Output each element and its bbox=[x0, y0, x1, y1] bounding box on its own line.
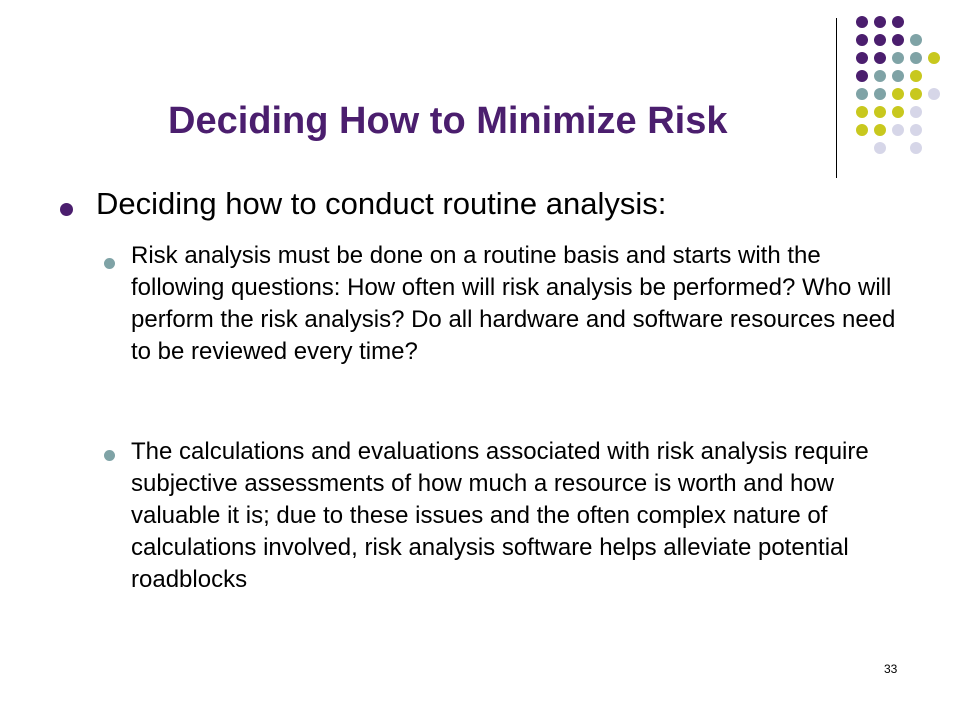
dot bbox=[910, 124, 922, 136]
dot bbox=[874, 88, 886, 100]
dot bbox=[874, 124, 886, 136]
dot bbox=[910, 142, 922, 154]
dot bbox=[892, 16, 904, 28]
dot bbox=[874, 70, 886, 82]
bullet-dot-icon bbox=[60, 203, 73, 216]
title-divider-line bbox=[836, 18, 837, 178]
dot bbox=[856, 106, 868, 118]
sub-bullet-dot-icon bbox=[104, 258, 115, 269]
dot bbox=[910, 34, 922, 46]
dot bbox=[892, 34, 904, 46]
dot bbox=[856, 70, 868, 82]
dot bbox=[892, 124, 904, 136]
dot bbox=[892, 88, 904, 100]
dot bbox=[874, 142, 886, 154]
dot bbox=[856, 16, 868, 28]
dot bbox=[856, 34, 868, 46]
dot bbox=[892, 52, 904, 64]
dot bbox=[910, 70, 922, 82]
dot bbox=[928, 88, 940, 100]
dot bbox=[892, 70, 904, 82]
dot bbox=[874, 52, 886, 64]
page-number: 33 bbox=[884, 662, 898, 676]
dot bbox=[910, 106, 922, 118]
dot bbox=[856, 124, 868, 136]
sub-bullet-text: Risk analysis must be done on a routine basis and starts with the following questions: How often will risk analysis be performed? Who will perform the risk analysis? Do all hardware and software resources need to be reviewed every time? bbox=[131, 242, 896, 365]
sub-bullet-text: The calculations and evaluations associated with risk analysis require subjective assessments of how much a resource is worth and how valuable it is; due to these issues and the often complex nature of calculations involved, risk analysis software helps alleviate potential roadblocks bbox=[131, 438, 869, 593]
dot bbox=[928, 52, 940, 64]
dot bbox=[892, 106, 904, 118]
dot bbox=[874, 106, 886, 118]
main-bullet-text: Deciding how to conduct routine analysis: bbox=[96, 186, 667, 221]
dot bbox=[910, 88, 922, 100]
dot bbox=[856, 88, 868, 100]
sub-bullet-dot-icon bbox=[104, 450, 115, 461]
dot bbox=[910, 52, 922, 64]
slide-title: Deciding How to Minimize Risk bbox=[168, 100, 728, 142]
dot bbox=[874, 34, 886, 46]
dot bbox=[874, 16, 886, 28]
dot bbox=[856, 52, 868, 64]
